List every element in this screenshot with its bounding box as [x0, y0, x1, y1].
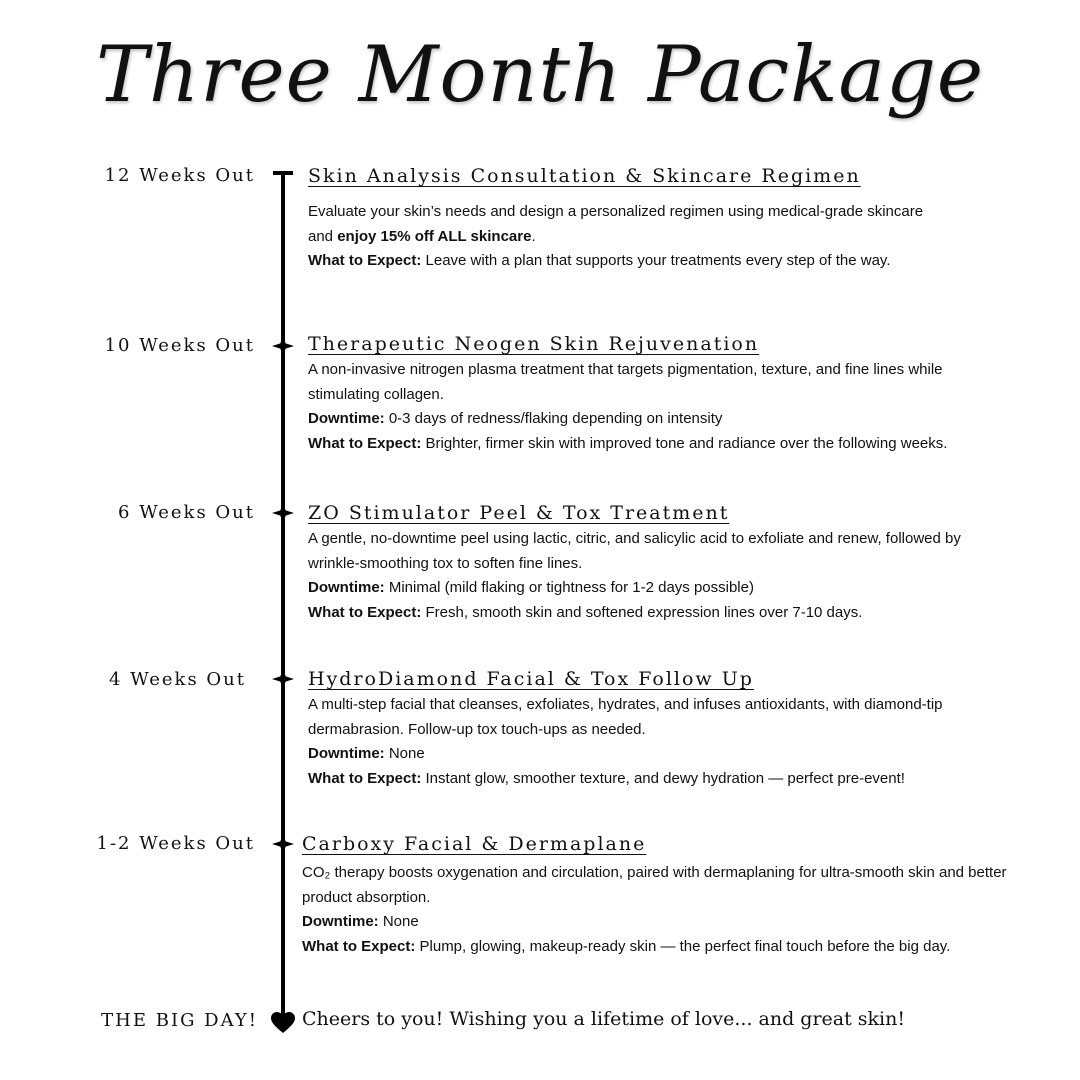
description-line: Evaluate your skin’s needs and design a personalized regimen using medical-grade skincare	[308, 203, 924, 220]
treatment-description	[308, 527, 1008, 625]
treatment-description	[302, 861, 1012, 959]
expect-line: What to Expect: Instant glow, smoother texture, and dewy hydration — perfect pre-event!	[308, 769, 905, 787]
treatment-heading: ZO Stimulator Peel & Tox Treatment	[308, 502, 730, 524]
page-title: Three Month Package	[95, 30, 985, 120]
treatment-heading: Carboxy Facial & Dermaplane	[302, 833, 647, 855]
timeline-start-cap	[273, 171, 293, 175]
downtime-line: Downtime: None	[302, 913, 419, 930]
star-icon	[272, 335, 294, 357]
expect-line: What to Expect: Leave with a plan that supports your treatments every step of the way.	[308, 252, 891, 269]
star-icon	[272, 668, 294, 690]
timeline-label: 10 Weeks Out	[104, 335, 255, 356]
closing-message: Cheers to you! Wishing you a lifetime of love... and great skin!	[302, 1008, 905, 1030]
timeline-label: 1-2 Weeks Out	[96, 833, 255, 854]
timeline-line	[281, 174, 285, 1022]
treatment-description	[308, 358, 1008, 456]
downtime-line: Downtime: None	[308, 745, 425, 762]
description-line: A multi-step facial that cleanses, exfoliates, hydrates, and infuses antioxidants, with diamond-tip dermabrasion. Follow-up tox touch-ups as needed.	[308, 696, 943, 738]
treatment-heading: Skin Analysis Consultation & Skincare Regimen	[308, 165, 861, 187]
downtime-line: Downtime: 0-3 days of redness/flaking depending on intensity	[308, 410, 723, 427]
treatment-heading: HydroDiamond Facial & Tox Follow Up	[308, 668, 754, 690]
treatment-description	[308, 693, 1008, 791]
expect-line: What to Expect: Fresh, smooth skin and softened expression lines over 7-10 days.	[308, 603, 863, 621]
expect-line: What to Expect: Brighter, firmer skin with improved tone and radiance over the following weeks.	[308, 434, 948, 452]
description-line: A non-invasive nitrogen plasma treatment that targets pigmentation, texture, and fine lines while stimulating collagen.	[308, 361, 943, 403]
description-line: A gentle, no-downtime peel using lactic, citric, and salicylic acid to exfoliate and renew, followed by wrinkle-smoothing tox to soften fine lines.	[308, 530, 961, 572]
heart-icon	[271, 1012, 295, 1034]
description-line: and enjoy 15% off ALL skincare.	[308, 227, 536, 245]
description-line: CO₂ therapy boosts oxygenation and circulation, paired with dermaplaning for ultra-smooth skin and better product absorption.	[302, 864, 1007, 906]
timeline-label: 6 Weeks Out	[118, 502, 255, 523]
timeline-label: 12 Weeks Out	[104, 165, 255, 186]
downtime-line: Downtime: Minimal (mild flaking or tightness for 1-2 days possible)	[308, 579, 754, 596]
timeline-label: 4 Weeks Out	[109, 669, 246, 690]
treatment-heading: Therapeutic Neogen Skin Rejuvenation	[308, 333, 760, 355]
big-day-label: THE BIG DAY!	[101, 1010, 258, 1031]
treatment-description	[308, 200, 1008, 274]
expect-line: What to Expect: Plump, glowing, makeup-ready skin — the perfect final touch before the big day.	[302, 937, 951, 955]
star-icon	[272, 502, 294, 524]
star-icon	[272, 833, 294, 855]
discount-text: enjoy 15% off ALL skincare	[337, 227, 532, 245]
